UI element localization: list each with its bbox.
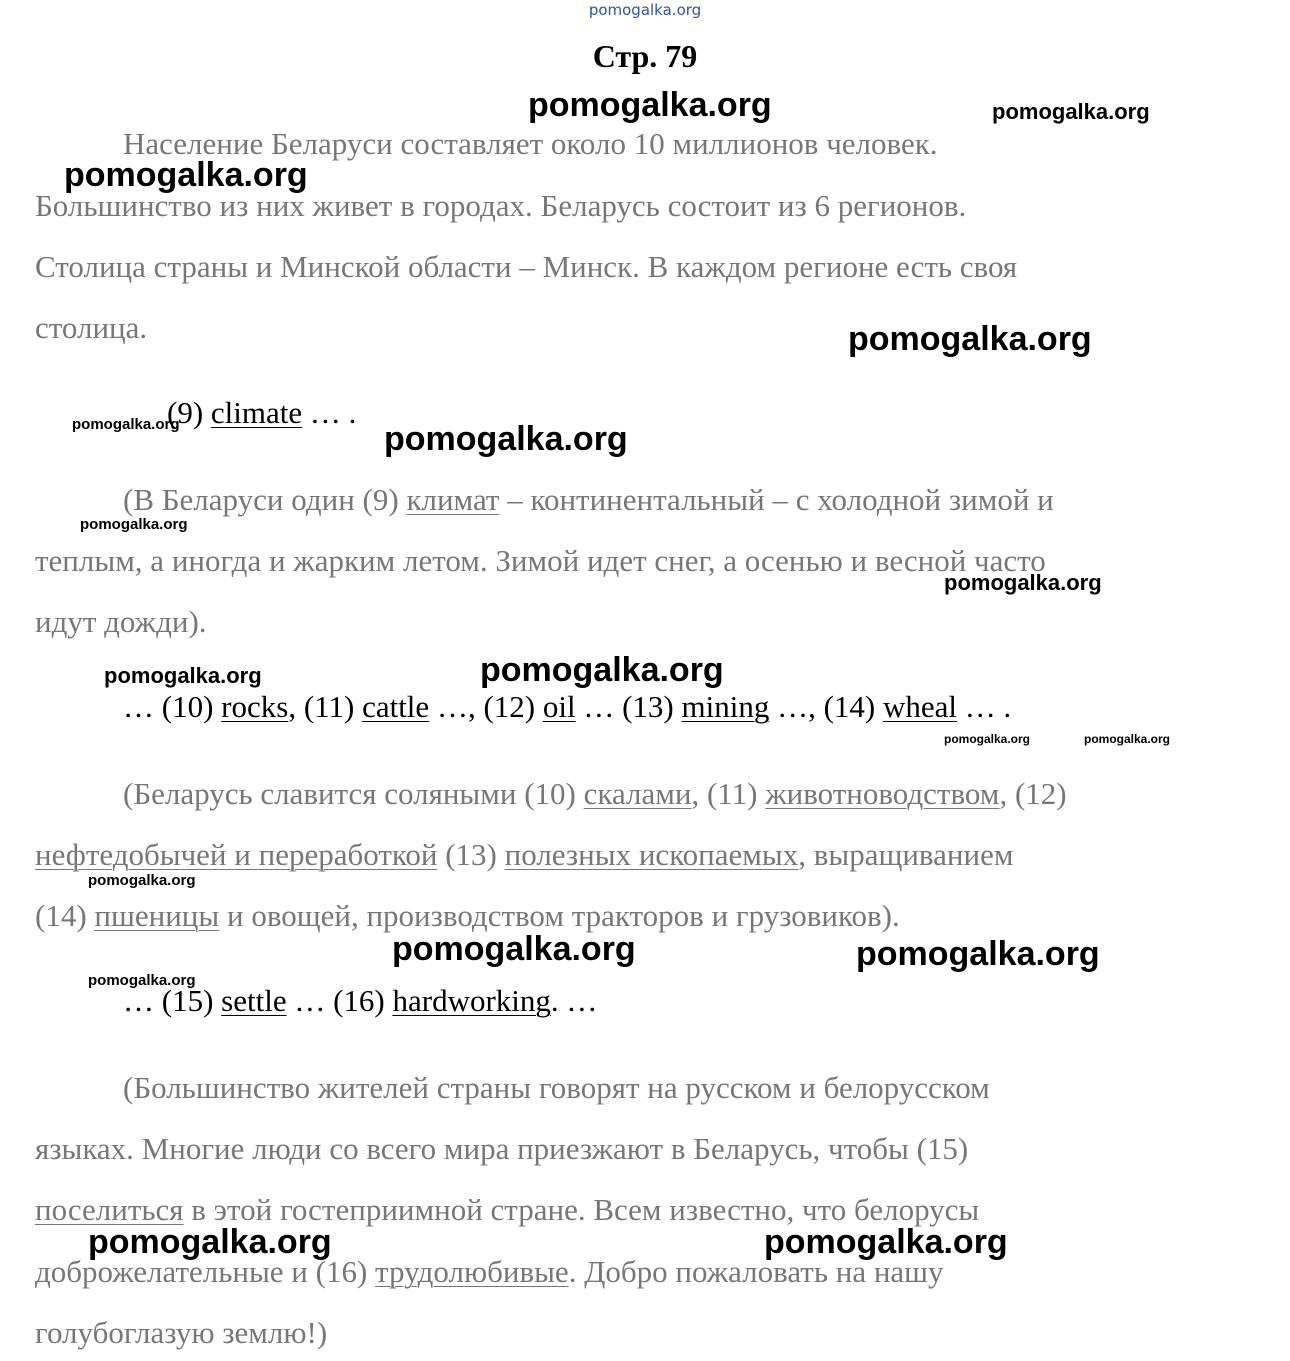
translation-10-14-line-3 — [35, 898, 900, 934]
translation-10-14-line-1 — [123, 776, 1067, 812]
ex-text: … (13) — [575, 689, 682, 724]
intro-line-1: Население Беларуси составляет около 10 миллионов человек. — [123, 126, 938, 161]
translation-9-post: – континентальный – с холодной зимой и — [499, 482, 1054, 517]
watermark: pomogalka.org — [944, 732, 1031, 746]
exercise-9-prefix: (9) — [167, 395, 211, 430]
answer-15: settle — [221, 983, 287, 1018]
translation-word-12: нефтедобычей и переработкой — [35, 837, 438, 872]
translation-word-14: пшеницы — [94, 898, 220, 933]
watermark: pomogalka.org — [848, 320, 1092, 358]
tr-text: . Добро пожаловать на нашу — [568, 1254, 944, 1289]
translation-word-16: трудолюбивые — [375, 1254, 569, 1289]
exercise-9-line — [167, 395, 356, 431]
tr-text: , выращиванием — [798, 837, 1014, 872]
watermark: pomogalka.org — [88, 872, 196, 889]
translation-word-15: поселиться — [35, 1192, 184, 1227]
answer-12: oil — [542, 689, 576, 724]
watermark: pomogalka.org — [764, 1223, 1008, 1261]
intro-line-3: Столица страны и Минской области – Минск. В каждом регионе есть своя — [35, 249, 1018, 284]
watermark: pomogalka.org — [1084, 732, 1171, 746]
answer-9: climate — [210, 395, 303, 430]
intro-line-4: столица. — [35, 310, 148, 345]
tr-text: (Беларусь славится соляными (10) — [123, 776, 584, 811]
translation-9-pre: (В Беларуси один (9) — [123, 482, 407, 517]
watermark: pomogalka.org — [856, 935, 1100, 973]
watermark: pomogalka.org — [104, 663, 262, 688]
watermark: pomogalka.org — [64, 156, 308, 194]
answer-13: mining — [681, 689, 770, 724]
exercise-10-14-line — [123, 689, 1011, 725]
translation-9-word: климат — [406, 482, 500, 517]
answer-11: cattle — [362, 689, 430, 724]
tr-text: в этой гостеприимной стране. Всем известно, что белорусы — [183, 1192, 980, 1227]
intro-line-2: Большинство из них живет в городах. Беларусь состоит из 6 регионов. — [35, 188, 967, 223]
ex-text: … (10) — [123, 689, 222, 724]
answer-14: wheal — [882, 689, 958, 724]
watermark: pomogalka.org — [384, 420, 628, 458]
watermark: pomogalka.org — [528, 86, 772, 124]
watermark: pomogalka.org — [72, 416, 180, 433]
translation-9-line-2: теплым, а иногда и жарким летом. Зимой идет снег, а осенью и весной часто — [35, 543, 1046, 578]
tr-text: , (11) — [691, 776, 766, 811]
tr-text: (14) — [35, 898, 95, 933]
ex-text: , (11) — [288, 689, 363, 724]
watermark: pomogalka.org — [944, 570, 1102, 595]
translation-word-10: скалами — [583, 776, 692, 811]
watermark: pomogalka.org — [392, 930, 636, 968]
watermark: pomogalka.org — [88, 1223, 332, 1261]
ex-text: …, (12) — [429, 689, 543, 724]
translation-15-16-line-1: (Большинство жителей страны говорят на русском и белорусском — [123, 1070, 990, 1105]
page-title: Стр. 79 — [592, 38, 698, 74]
translation-9-line-3: идут дожди). — [35, 604, 207, 639]
tr-text: доброжелательные и (16) — [35, 1254, 376, 1289]
watermark: pomogalka.org — [88, 972, 196, 989]
tr-text: , (12) — [999, 776, 1067, 811]
tr-text: и овощей, производством тракторов и грузовиков). — [219, 898, 900, 933]
ex-text: … (15) — [123, 983, 222, 1018]
watermark: pomogalka.org — [80, 516, 188, 533]
answer-16: hardworking — [392, 983, 551, 1018]
exercise-9-suffix: … . — [302, 395, 357, 430]
watermark: pomogalka.org — [992, 99, 1150, 124]
ex-text: … (16) — [286, 983, 393, 1018]
ex-text: . … — [550, 983, 598, 1018]
answer-10: rocks — [221, 689, 289, 724]
translation-10-14-line-2 — [35, 837, 1013, 873]
ex-text: …, (14) — [769, 689, 883, 724]
translation-word-11: животноводством — [765, 776, 1000, 811]
translation-word-13: полезных ископаемых — [504, 837, 799, 872]
tr-text: (13) — [437, 837, 505, 872]
site-link[interactable]: pomogalka.org — [588, 1, 702, 19]
translation-15-16-line-2: языках. Многие люди со всего мира приезжают в Беларусь, чтобы (15) — [35, 1131, 969, 1166]
translation-15-16-line-5: голубоглазую землю!) — [35, 1315, 328, 1350]
watermark: pomogalka.org — [480, 651, 724, 689]
ex-text: … . — [957, 689, 1012, 724]
translation-9-line-1 — [123, 482, 1054, 518]
